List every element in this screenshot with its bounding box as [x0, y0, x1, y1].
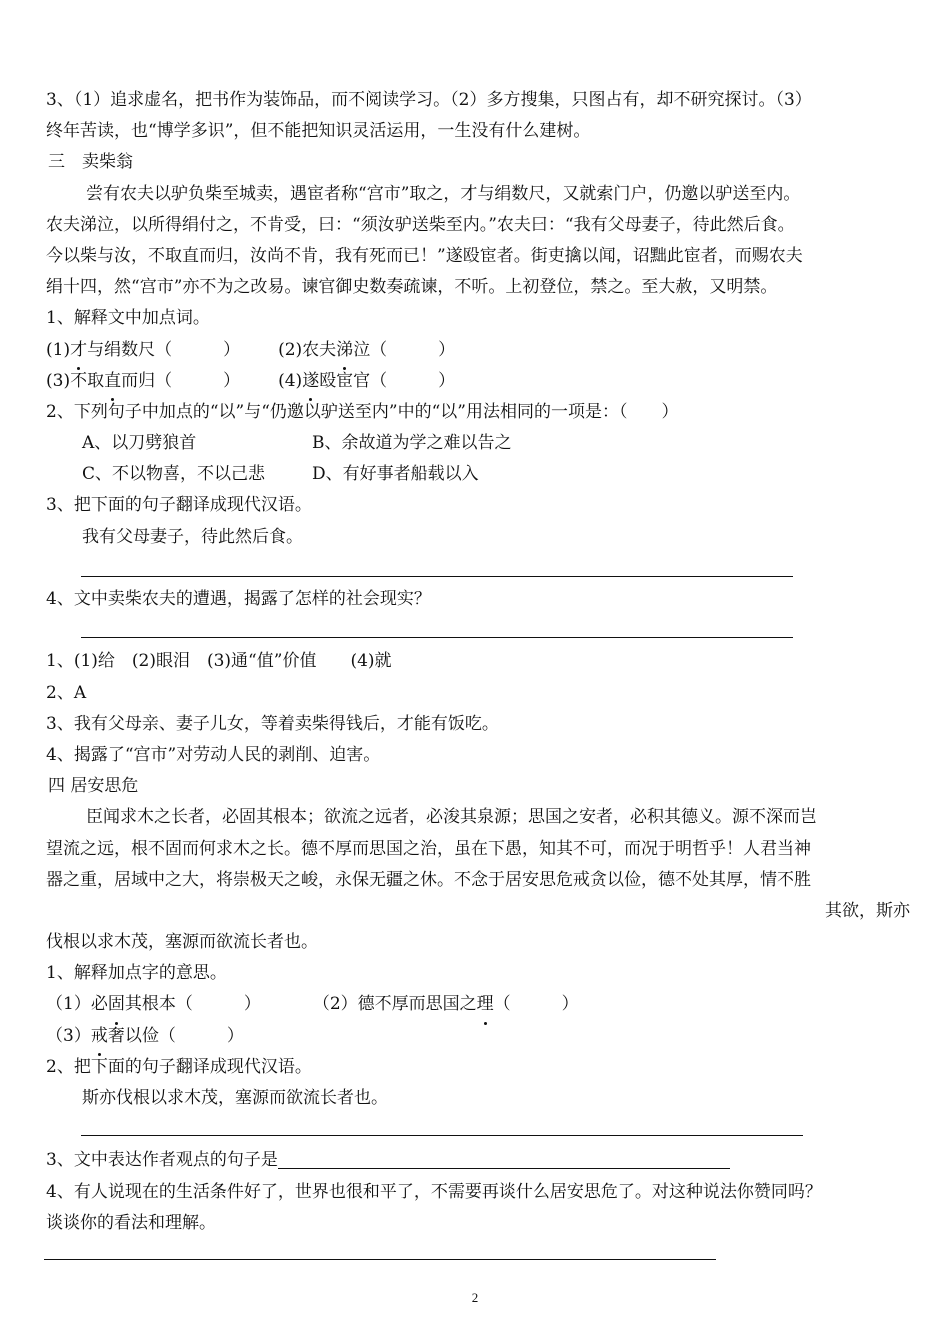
part4-question-2-sentence: 斯亦伐根以求木茂，塞源而欲流长者也。 — [82, 1088, 388, 1108]
section-title-3: 三 卖柴翁 — [48, 152, 133, 173]
answer-3: 3、我有父母亲、妻子儿女，等着卖柴得钱后，才能有饭吃。 — [46, 713, 499, 734]
answer-blank[interactable] — [81, 576, 793, 577]
answer-blank[interactable] — [44, 1259, 716, 1260]
essay-line-1: 臣闻求木之长者，必固其根本；欲流之远者，必浚其泉源；思国之安者，必积其德义。源不深而岂 — [86, 807, 817, 828]
question-2-options-ab — [46, 428, 910, 459]
answer-line-3b: 终年苦读，也“博学多识”，但不能把知识灵活运用，一生没有什么建树。 — [46, 121, 591, 142]
essay-line-2: 望流之远，根不固而何求木之长。德不厚而思国之治，虽在下愚，知其不可，而况于明哲乎！人君当神 — [46, 838, 811, 859]
passage-line-2: 农夫涕泣，以所得绢付之，不肯受，曰：“须汝驴送柴至内。”农夫曰：“我有父母妻子，待此然后食。 — [46, 214, 795, 235]
q1-item-3: (3)不取直而归（ ） — [46, 371, 240, 391]
b1-item-1: （1）必固其根本（ ） — [46, 994, 261, 1014]
part4-question-4b: 谈谈你的看法和理解。 — [46, 1212, 216, 1233]
option-d: D、有好事者船载以入 — [312, 464, 479, 485]
essay-line-4: 其欲，斯亦 — [825, 900, 910, 921]
question-1-row-2 — [46, 366, 910, 397]
part4-question-4a: 4、有人说现在的生活条件好了，世界也很和平了，不需要再谈什么居安思危了。对这种说法你赞同吗？ — [46, 1181, 822, 1202]
question-4: 4、文中卖柴农夫的遭遇，揭露了怎样的社会现实？ — [46, 589, 431, 609]
option-a: A、以刀劈狼首 — [82, 433, 197, 454]
worksheet-page — [46, 85, 910, 1239]
answer-4: 4、揭露了“宫市”对劳动人民的剥削、迫害。 — [46, 744, 381, 765]
dotted-char: 理 — [477, 989, 494, 1020]
essay-line-5: 伐根以求木茂，塞源而欲流长者也。 — [46, 932, 318, 953]
option-b: B、余故道为学之难以告之 — [312, 433, 512, 454]
dotted-char: 涕 — [336, 335, 353, 366]
part4-question-1-row-2 — [46, 1021, 910, 1052]
question-3: 3、把下面的句子翻译成现代汉语。 — [46, 495, 312, 516]
question-1: 1、解释文中加点词。 — [46, 308, 210, 329]
question-2-options-cd — [46, 459, 910, 490]
part4-question-1: 1、解释加点字的意思。 — [46, 963, 227, 984]
essay-line-3: 器之重，居域中之大，将崇极天之峻，永保无疆之休。不念于居安思危戒贪以俭，德不处其厚，情不胜 — [46, 869, 811, 890]
section-title-4: 四 居安思危 — [48, 776, 139, 797]
b1-item-3: （3）戒奢以俭（ ） — [46, 1026, 244, 1046]
q1-item-4: (4)遂殴宦官（ ） — [278, 371, 455, 391]
passage-line-4: 绢十四，然“宫市”亦不为之改易。谏官御史数奏疏谏，不听。上初登位，禁之。至大赦，又明禁。 — [46, 277, 778, 298]
dotted-char: 戒 — [91, 1021, 108, 1052]
dotted-char: 遂 — [302, 366, 319, 397]
passage-line-3: 今以柴与汝，不取直而归，汝尚不肯，我有死而已！”遂殴宦者。街吏擒以闻，诏黜此宦者，而赐农夫 — [46, 245, 803, 266]
dotted-char: 固 — [108, 989, 125, 1020]
question-3-sentence: 我有父母妻子，待此然后食。 — [82, 526, 303, 547]
answer-line-3a: 3、（1）追求虚名，把书作为装饰品，而不阅读学习。（2）多方搜集，只图占有，却不研究探讨。（3） — [46, 90, 812, 110]
answer-2: 2、A — [46, 682, 87, 703]
question-2: 2、下列句子中加点的“以”与“仍邀以驴送至内”中的“以”用法相同的一项是：（ ） — [46, 401, 679, 422]
q1-item-1: (1)才与绢数尺（ ） — [46, 340, 240, 360]
b1-item-2: （2）德不厚而思国之理（ ） — [313, 994, 579, 1014]
question-1-row-1 — [46, 335, 910, 366]
answer-blank[interactable] — [278, 1148, 730, 1169]
answer-blank[interactable] — [81, 1135, 803, 1136]
dotted-char: 直 — [104, 366, 121, 397]
answer-1: 1、(1)给 (2)眼泪 (3)通“值”价值 (4)就 — [46, 651, 392, 672]
part4-question-2: 2、把下面的句子翻译成现代汉语。 — [46, 1056, 312, 1077]
passage-line-1: 尝有农夫以驴负柴至城卖，遇宦者称“宫市”取之，才与绢数尺，又就索门户，仍邀以驴送至内。 — [86, 183, 801, 204]
q1-item-2: (2)农夫涕泣（ ） — [278, 340, 455, 360]
answer-blank[interactable] — [81, 637, 793, 638]
option-c: C、不以物喜，不以己悲 — [82, 464, 266, 485]
part4-question-3: 3、文中表达作者观点的句子是 — [46, 1145, 910, 1176]
page-number: 2 — [471, 1290, 479, 1305]
dotted-char: 才 — [70, 335, 87, 366]
part4-question-1-row-1 — [46, 989, 910, 1020]
